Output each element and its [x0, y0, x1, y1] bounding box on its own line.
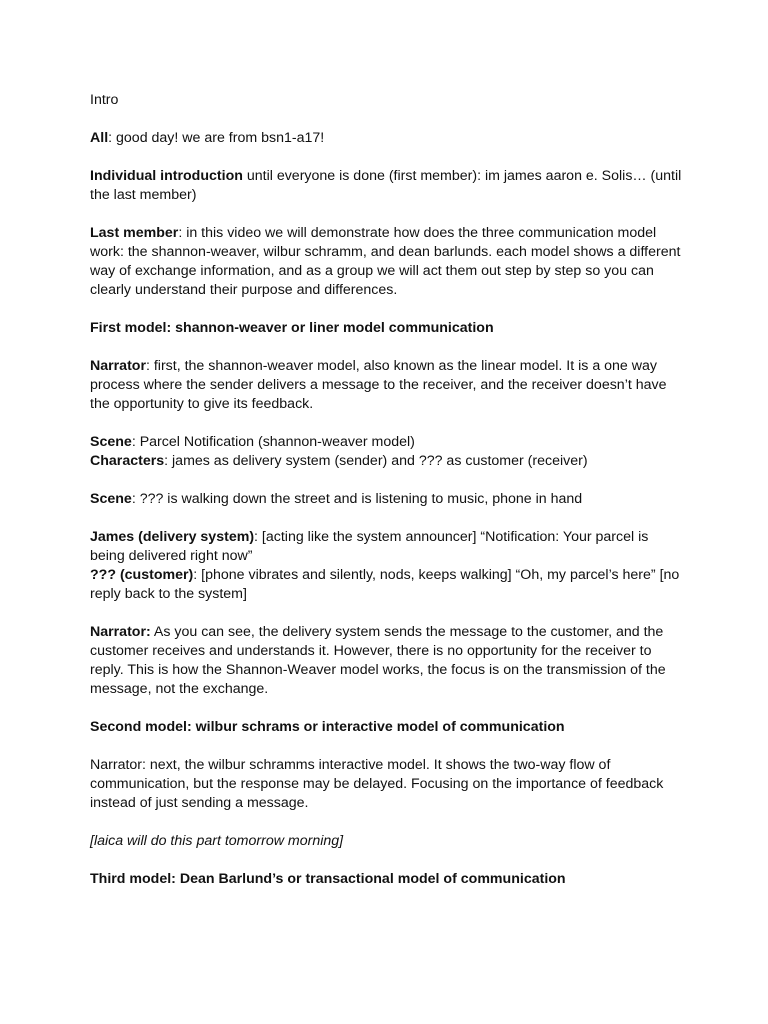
- speaker-label: Characters: [90, 453, 165, 469]
- paragraph-text: : [phone vibrates and silently, nods, keeps walking] “Oh, my parcel’s here” [no reply back to the system]: [90, 567, 680, 602]
- paragraph-text: : Parcel Notification (shannon-weaver model): [131, 434, 415, 450]
- paragraph-characters: [90, 452, 686, 471]
- speaker-label: Last member: [90, 225, 179, 241]
- speaker-label: Narrator:: [90, 624, 151, 640]
- paragraph-last-member: [90, 224, 686, 300]
- paragraph-text: As you can see, the delivery system sends the message to the customer, and the customer receives and understands it. However, there is no opportunity for the receiver to reply. This is how the Shannon-Weaver model works, the focus is on the transmission of the message, not the exchange.: [90, 624, 666, 697]
- section-heading-second-model: Second model: wilbur schrams or interactive model of communication: [90, 719, 565, 735]
- speaker-label: James (delivery system): [90, 529, 255, 545]
- paragraph-customer-line: [90, 566, 686, 604]
- paragraph-text: : in this video we will demonstrate how does the three communication model work: the shannon-weaver, wilbur schramm, and dean barlunds. each model shows a different way of exchange information, and as a group we will act them out step by step so you can clearly understand their purpose and differences.: [90, 225, 681, 298]
- intro-heading: Intro: [90, 92, 119, 108]
- speaker-label: Scene: [90, 491, 132, 507]
- paragraph-narrator-explanation: [90, 623, 686, 699]
- paragraph-text: : good day! we are from bsn1-a17!: [108, 130, 325, 146]
- paragraph-narrator-first: [90, 357, 686, 414]
- section-heading-third-model: Third model: Dean Barlund’s or transactional model of communication: [90, 871, 566, 887]
- speaker-label: All: [90, 130, 109, 146]
- paragraph-scene-title: [90, 433, 686, 452]
- speaker-label: ??? (customer): [90, 567, 194, 583]
- section-heading-first-model: First model: shannon-weaver or liner model communication: [90, 320, 494, 336]
- speaker-label: Narrator: [90, 358, 146, 374]
- paragraph-note: [laica will do this part tomorrow morning]: [90, 833, 344, 849]
- paragraph-narrator-second: Narrator: next, the wilbur schramms interactive model. It shows the two-way flow of communication, but the response may be delayed. Focusing on the importance of feedback instead of just sending a message.: [90, 757, 664, 811]
- document-body: [90, 91, 686, 908]
- paragraph-text: : first, the shannon-weaver model, also known as the linear model. It is a one way process where the sender delivers a message to the receiver, and the receiver doesn’t have the opportunity to give its feedback.: [90, 358, 667, 412]
- paragraph-all: [90, 129, 686, 148]
- paragraph-text: : james as delivery system (sender) and ??? as customer (receiver): [164, 453, 588, 469]
- speaker-label: Individual introduction: [90, 168, 243, 184]
- paragraph-text: : [acting like the system announcer] “Notification: Your parcel is being delivered right now”: [90, 529, 649, 564]
- paragraph-scene-description: [90, 490, 686, 509]
- paragraph-text: : ??? is walking down the street and is listening to music, phone in hand: [131, 491, 583, 507]
- paragraph-james-line: [90, 528, 686, 566]
- speaker-label: Scene: [90, 434, 132, 450]
- paragraph-individual-introduction: [90, 167, 686, 205]
- paragraph-text: until everyone is done (first member): im james aaron e. Solis… (until the last member): [90, 168, 682, 203]
